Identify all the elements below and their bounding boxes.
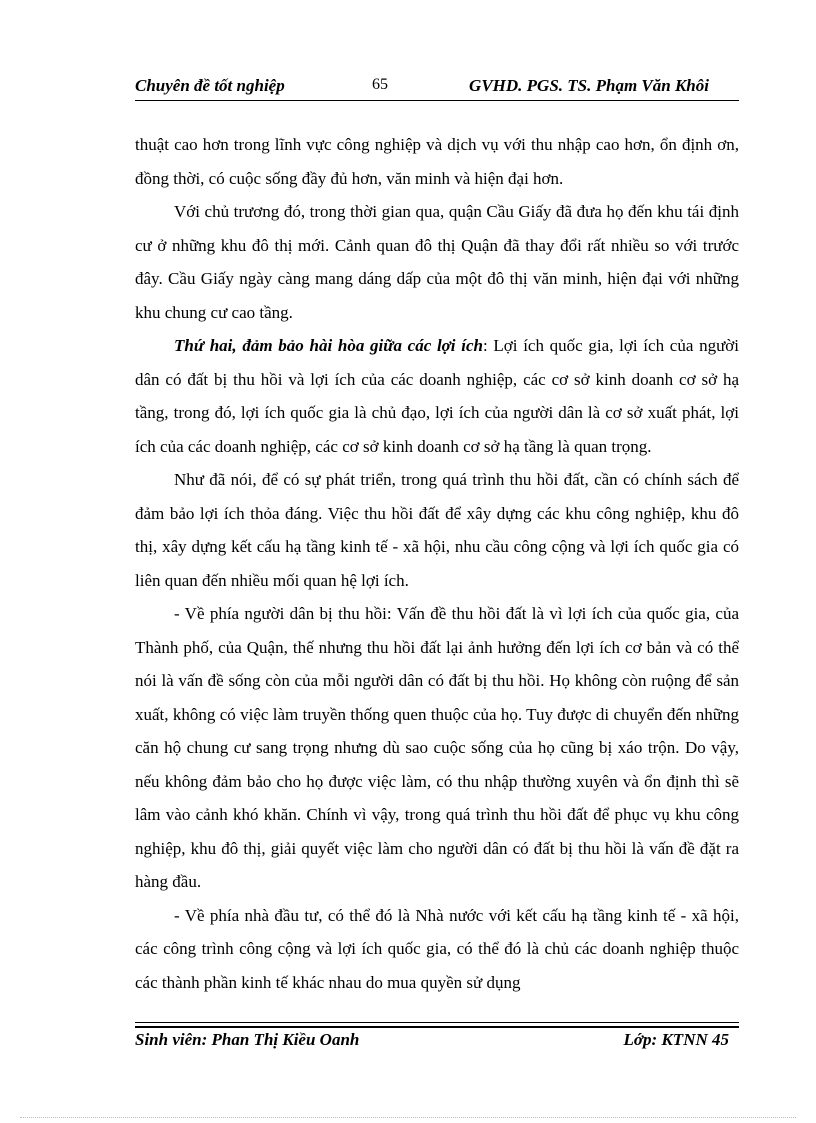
footer-student: Sinh viên: Phan Thị Kiều Oanh [135,1030,360,1049]
footer-divider-thin [135,1022,739,1023]
page-footer [135,1030,739,1054]
paragraph-2: Với chủ trương đó, trong thời gian qua, quận Cầu Giấy đã đưa họ đến khu tái định cư ở những khu đô thị mới. Cảnh quan đô thị Quận đã thay đổi rất nhiều so với trước đây. Cầu Giấy ngày càng mang dáng dấp của một đô thị văn minh, hiện đại với những khu chung cư cao tầng. [135,202,739,322]
paragraph-6: - Về phía nhà đầu tư, có thể đó là Nhà nước với kết cấu hạ tầng kinh tế - xã hội, các công trình công cộng và lợi ích quốc gia, có thể đó là chủ các doanh nghiệp thuộc các thành phần kinh tế khác nhau do mua quyền sử dụng [135,905,739,992]
footer-class: Lớp: KTNN 45 [623,1030,729,1049]
header-title: Chuyên đề tốt nghiệp [135,76,285,95]
header-supervisor: GVHD. PGS. TS. Phạm Văn Khôi [469,76,709,95]
header-divider [135,100,739,101]
page-header [135,74,739,100]
page-bottom-edge [20,1117,796,1118]
paragraph-4: Như đã nói, để có sự phát triển, trong quá trình thu hồi đất, cần có chính sách để đảm bảo lợi ích thỏa đáng. Việc thu hồi đất để xây dựng các khu công nghiệp, khu đô thị, xây dựng kết cấu hạ tầng kinh tế - xã hội, nhu cầu công cộng và lợi ích quốc gia có liên quan đến nhiều mối quan hệ lợi ích. [135,470,739,590]
document-body [135,128,739,999]
page-number: 65 [372,76,388,93]
paragraph-5: - Về phía người dân bị thu hồi: Vấn đề thu hồi đất là vì lợi ích của quốc gia, của Thành phố, của Quận, thế nhưng thu hồi đất lại ảnh hưởng đến lợi ích cơ bản và có thể nói là vấn đề sống còn của mỗi người dân có đất bị thu hồi. Họ không còn ruộng để sản xuất, không có việc làm truyền thống quen thuộc của họ. Tuy được di chuyển đến những căn hộ chung cư sang trọng nhưng dù sao cuộc sống của họ cũng bị xáo trộn. Do vậy, nếu không đảm bảo cho họ được việc làm, có thu nhập thường xuyên và ổn định thì sẽ lâm vào cảnh khó khăn. Chính vì vậy, trong quá trình thu hồi đất để phục vụ khu công nghiệp, khu đô thị, giải quyết việc làm cho người dân có đất bị thu hồi là vấn đề đặt ra hàng đầu. [135,604,739,891]
footer-divider-thick [135,1026,739,1028]
paragraph-3-text: : Lợi ích quốc gia, lợi ích của người dân có đất bị thu hồi và lợi ích của các doanh nghiệp, các cơ sở kinh doanh cơ sở hạ tầng, trong đó, lợi ích quốc gia là chủ đạo, lợi ích của người dân là cơ sở xuất phát, lợi ích của các doanh nghiệp, các cơ sở kinh doanh cơ sở hạ tầng là quan trọng. [135,336,739,456]
paragraph-1: thuật cao hơn trong lĩnh vực công nghiệp và dịch vụ với thu nhập cao hơn, ổn định ơn, đồng thời, có cuộc sống đầy đủ hơn, văn minh và hiện đại hơn. [135,135,739,188]
paragraph-3-lead: Thứ hai, đảm bảo hài hòa giữa các lợi ích [174,336,483,355]
paragraph-3 [135,329,739,463]
